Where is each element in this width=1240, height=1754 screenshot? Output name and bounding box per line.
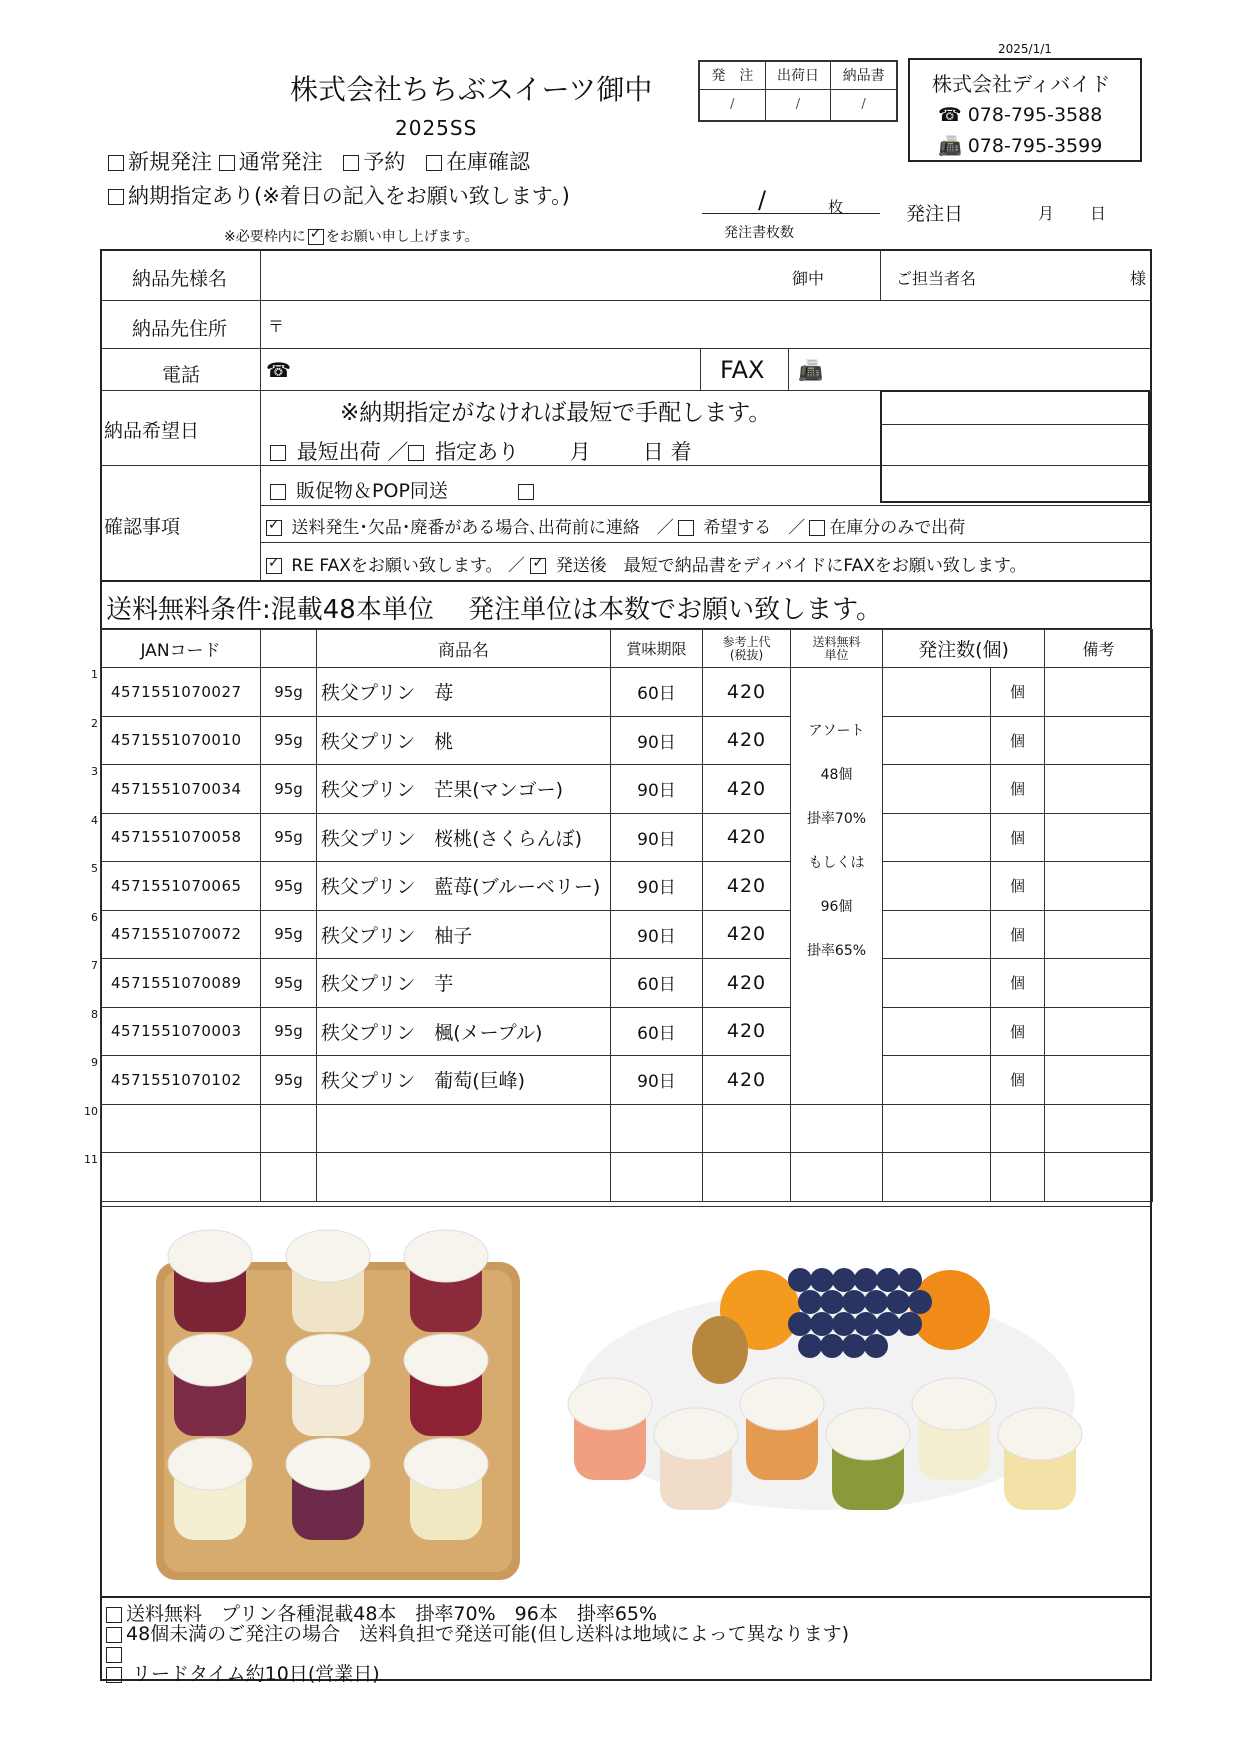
- expiry-cell: [611, 1153, 703, 1202]
- stamp-cell[interactable]: /: [699, 89, 765, 121]
- postal-icon: 〒: [268, 317, 285, 336]
- free-unit-line: アソート: [808, 723, 865, 739]
- product-name-cell: 秩父プリン 葡萄(巨峰): [317, 1056, 611, 1105]
- size-cell: 95g: [261, 765, 317, 814]
- delivery-options: 最短出荷 ／ 指定あり 月 日 着: [270, 436, 691, 466]
- jan-cell: 4571551070065: [101, 862, 261, 911]
- price-cell: [703, 1104, 791, 1153]
- jar-lid: [912, 1378, 996, 1430]
- fax-label: FAX: [720, 356, 765, 384]
- jar-lid: [168, 1334, 252, 1386]
- expiry-cell: 90日: [611, 716, 703, 765]
- jan-cell: [101, 1104, 261, 1153]
- fax-icon: 📠: [798, 358, 823, 382]
- header-qty: 発注数(個): [883, 630, 1045, 668]
- table-row: [101, 1056, 1153, 1105]
- fax-icon: 📠: [938, 135, 962, 157]
- order-date-label: 発注日: [906, 203, 964, 225]
- grape: [854, 1268, 878, 1292]
- jan-cell: 4571551070003: [101, 1007, 261, 1056]
- header-jan: JANコード: [101, 630, 261, 668]
- qty-unit: [991, 1104, 1045, 1153]
- note-input[interactable]: [1045, 1153, 1153, 1202]
- size-cell: 95g: [261, 910, 317, 959]
- footer-line: リードタイム約10日(営業日): [106, 1664, 849, 1684]
- row-number: 4: [91, 813, 98, 827]
- onchu-label: 御中: [792, 269, 825, 288]
- grape: [842, 1290, 866, 1314]
- grape: [864, 1290, 888, 1314]
- price-cell: 420: [703, 716, 791, 765]
- checkbox[interactable]: [106, 1627, 122, 1643]
- grape: [788, 1312, 812, 1336]
- order-day[interactable]: 日: [1090, 204, 1107, 223]
- recipient-company: 株式会社ちちぶスイーツ御中: [290, 73, 653, 106]
- stamp-cell[interactable]: /: [861, 97, 866, 113]
- expiry-cell: 90日: [611, 765, 703, 814]
- phone-icon: ☎: [266, 358, 291, 382]
- table-row: [101, 1153, 1153, 1202]
- jar-lid: [286, 1334, 370, 1386]
- jar-lid: [286, 1438, 370, 1490]
- jar-lid: [404, 1438, 488, 1490]
- header-name: 商品名: [317, 630, 611, 668]
- free-unit-cell: [791, 1104, 883, 1153]
- row-number: 8: [91, 1007, 98, 1021]
- free-shipping-banner: 送料無料条件:混載48本単位 発注単位は本数でお願い致します。: [106, 595, 883, 625]
- grape: [908, 1290, 932, 1314]
- table-row: [101, 959, 1153, 1008]
- qty-input[interactable]: [883, 1007, 991, 1056]
- confirm-line-1: ✓ 送料発生･欠品･廃番がある場合､出荷前に連絡 ／ 希望する ／ 在庫分のみで出荷: [266, 513, 965, 538]
- grape: [876, 1312, 900, 1336]
- stamp-header-ship: 出荷日: [765, 61, 831, 89]
- row-number: 7: [91, 959, 98, 972]
- row-number: 1: [91, 668, 98, 681]
- expiry-cell: 90日: [611, 1056, 703, 1105]
- free-unit-line: 掛率70%: [806, 811, 867, 827]
- size-cell: 95g: [261, 959, 317, 1008]
- free-unit-cell: [791, 668, 883, 1105]
- stamp-header-slip: 納品書: [831, 61, 897, 89]
- table-row: [101, 1104, 1153, 1153]
- checkbox-specified[interactable]: [408, 445, 424, 461]
- jar-lid: [654, 1408, 738, 1460]
- checkbox[interactable]: [108, 189, 124, 205]
- checkbox[interactable]: [106, 1607, 122, 1623]
- expiry-cell: 90日: [611, 813, 703, 862]
- phone-icon: ☎: [938, 104, 962, 126]
- free-unit-line: もしくは: [808, 855, 865, 871]
- qty-input[interactable]: [883, 1153, 991, 1202]
- free-unit-line: 96個: [820, 899, 853, 915]
- jan-cell: 4571551070058: [101, 813, 261, 862]
- checkbox-refax[interactable]: [266, 558, 282, 574]
- row-number: 6: [91, 910, 98, 924]
- address-label: 納品先住所: [132, 318, 228, 340]
- qty-unit: 個: [991, 862, 1045, 911]
- product-name-cell: 秩父プリン 藍苺(ブルーベリー): [317, 862, 611, 911]
- checkbox-hope[interactable]: [678, 520, 694, 536]
- confirm-line-2: ✓ RE FAXをお願い致します。 ／ ✓ 発送後 最短で納品書をディバイドにFAXをお願い致します。: [266, 551, 1027, 576]
- footer-line: 48個未満のご発注の場合 送料負担で発送可能(但し送料は地域によって異なります): [106, 1624, 849, 1644]
- sender-tel: ☎ 078-795-3588: [938, 104, 1103, 126]
- sheets-caption: 発注書枚数: [724, 225, 794, 241]
- check-instruction: ※必要枠内に✓ をお願い申し上げます。: [224, 226, 479, 246]
- checkbox-extra[interactable]: [518, 484, 534, 500]
- jar-lid: [286, 1230, 370, 1282]
- note-input[interactable]: [1045, 1007, 1153, 1056]
- qty-input[interactable]: [883, 716, 991, 765]
- product-table: [100, 629, 1153, 1202]
- qty-input[interactable]: [883, 1056, 991, 1105]
- note-input[interactable]: [1045, 716, 1153, 765]
- product-name-cell: 秩父プリン 柚子: [317, 910, 611, 959]
- qty-input[interactable]: [883, 813, 991, 862]
- order-type-reserve: 予約: [363, 150, 406, 174]
- size-cell: 95g: [261, 668, 317, 717]
- grape: [898, 1268, 922, 1292]
- price-cell: 420: [703, 668, 791, 717]
- note-input[interactable]: [1045, 813, 1153, 862]
- header-size: [261, 630, 317, 668]
- product-name-cell: 秩父プリン 芋: [317, 959, 611, 1008]
- free-unit-line: 掛率65%: [806, 943, 867, 959]
- jar-lid: [740, 1378, 824, 1430]
- product-name-cell: 秩父プリン 苺: [317, 668, 611, 717]
- footer-notes: [106, 1604, 849, 1684]
- jan-cell: 4571551070072: [101, 910, 261, 959]
- checkbox-promo[interactable]: [270, 484, 286, 500]
- table-row: [101, 668, 1153, 717]
- table-row: [101, 813, 1153, 862]
- header-price: 参考上代 (税抜): [703, 630, 791, 668]
- checkbox-shortest[interactable]: [270, 445, 286, 461]
- jan-cell: 4571551070010: [101, 716, 261, 765]
- dest-name-label: 納品先様名: [132, 268, 228, 290]
- order-type-options: [108, 146, 530, 176]
- checkbox[interactable]: [343, 155, 359, 171]
- phone-label: 電話: [162, 364, 201, 386]
- table-row: [101, 716, 1153, 765]
- sender-box: [908, 58, 1142, 162]
- jar-lid: [826, 1408, 910, 1460]
- jar-lid: [998, 1408, 1082, 1460]
- pudding-fruit-photo: [560, 1250, 1090, 1550]
- size-cell: 95g: [261, 1056, 317, 1105]
- note-input[interactable]: [1045, 765, 1153, 814]
- size-cell: 95g: [261, 1007, 317, 1056]
- product-name-cell: 秩父プリン 桃: [317, 716, 611, 765]
- expiry-cell: 60日: [611, 1007, 703, 1056]
- row-number: 2: [91, 716, 98, 730]
- qty-unit: 個: [991, 1056, 1045, 1105]
- document-date: 2025/1/1: [998, 42, 1052, 56]
- grape: [864, 1334, 888, 1358]
- season-label: 2025SS: [395, 116, 478, 140]
- qty-input[interactable]: [883, 765, 991, 814]
- grape: [810, 1312, 834, 1336]
- delivery-note: ※納期指定がなければ最短で手配します。: [340, 400, 772, 426]
- checkbox-stock-only[interactable]: [809, 520, 825, 536]
- order-type-new: 新規発注: [128, 150, 212, 174]
- header-note: 備考: [1045, 630, 1153, 668]
- price-cell: 420: [703, 862, 791, 911]
- expiry-cell: 60日: [611, 959, 703, 1008]
- qty-unit: 個: [991, 959, 1045, 1008]
- qty-input[interactable]: [883, 959, 991, 1008]
- size-cell: [261, 1153, 317, 1202]
- order-type-stock: 在庫確認: [446, 150, 531, 174]
- contact-label: ご担当者名: [896, 269, 977, 288]
- qty-unit: 個: [991, 765, 1045, 814]
- header-free-unit: 送料無料 単位: [791, 630, 883, 668]
- due-date-note: 納期指定あり(※着日の記入をお願い致します。): [128, 184, 570, 208]
- price-cell: 420: [703, 959, 791, 1008]
- qty-unit: 個: [991, 813, 1045, 862]
- price-cell: 420: [703, 1056, 791, 1105]
- due-date-option: [108, 180, 570, 210]
- product-name-cell: [317, 1153, 611, 1202]
- table-row: [101, 862, 1153, 911]
- table-row: [101, 910, 1153, 959]
- price-cell: 420: [703, 765, 791, 814]
- jar-lid: [168, 1230, 252, 1282]
- grape: [788, 1268, 812, 1292]
- footer-line: [106, 1644, 849, 1664]
- promo-option: 販促物＆POP同送: [270, 476, 538, 503]
- free-unit-cell: [791, 1153, 883, 1202]
- qty-input[interactable]: [883, 910, 991, 959]
- size-cell: [261, 1104, 317, 1153]
- note-input[interactable]: [1045, 1104, 1153, 1153]
- jan-cell: [101, 1153, 261, 1202]
- jan-cell: 4571551070034: [101, 765, 261, 814]
- price-cell: [703, 1153, 791, 1202]
- grape: [832, 1268, 856, 1292]
- checkbox[interactable]: [106, 1667, 122, 1683]
- pudding-tray-photo: [150, 1222, 526, 1584]
- sheets-unit: 枚: [828, 198, 844, 216]
- jan-cell: 4571551070102: [101, 1056, 261, 1105]
- grape: [854, 1312, 878, 1336]
- grape: [898, 1312, 922, 1336]
- grape: [842, 1334, 866, 1358]
- grape: [820, 1334, 844, 1358]
- sender-fax: 📠 078-795-3599: [938, 135, 1103, 157]
- row-number: 9: [91, 1056, 98, 1069]
- product-name-cell: 秩父プリン 楓(メープル): [317, 1007, 611, 1056]
- row-number: 3: [91, 765, 98, 778]
- grape: [798, 1334, 822, 1358]
- note-input[interactable]: [1045, 668, 1153, 717]
- order-month[interactable]: 月: [1038, 204, 1055, 223]
- jar-lid: [568, 1378, 652, 1430]
- price-cell: 420: [703, 910, 791, 959]
- table-row: [101, 765, 1153, 814]
- jan-cell: 4571551070027: [101, 668, 261, 717]
- footer-line: 送料無料 プリン各種混載48本 掛率70% 96本 掛率65%: [106, 1604, 849, 1624]
- size-cell: 95g: [261, 813, 317, 862]
- checkbox-send-slip[interactable]: [530, 558, 546, 574]
- qty-unit: 個: [991, 716, 1045, 765]
- expiry-cell: 60日: [611, 668, 703, 717]
- note-input[interactable]: [1045, 1056, 1153, 1105]
- product-name-cell: [317, 1104, 611, 1153]
- sheets-slash: /: [758, 186, 767, 214]
- checkbox[interactable]: [108, 155, 124, 171]
- checkbox[interactable]: [219, 155, 235, 171]
- jar-lid: [168, 1438, 252, 1490]
- delivery-note-box[interactable]: [880, 390, 1150, 503]
- checkbox[interactable]: [106, 1647, 122, 1663]
- sender-company: 株式会社ディバイド: [932, 72, 1111, 96]
- stamp-box: [698, 60, 898, 122]
- price-cell: 420: [703, 813, 791, 862]
- qty-unit: 個: [991, 1007, 1045, 1056]
- qty-input[interactable]: [883, 1104, 991, 1153]
- grape: [810, 1268, 834, 1292]
- grape: [832, 1312, 856, 1336]
- grape: [886, 1290, 910, 1314]
- price-cell: 420: [703, 1007, 791, 1056]
- check-sample-icon: [308, 229, 324, 245]
- sama-label: 様: [1130, 269, 1147, 288]
- row-number: 5: [91, 862, 98, 875]
- qty-unit: 個: [991, 910, 1045, 959]
- jan-cell: 4571551070089: [101, 959, 261, 1008]
- checkbox[interactable]: [426, 155, 442, 171]
- qty-unit: 個: [991, 668, 1045, 717]
- expiry-cell: 90日: [611, 910, 703, 959]
- grape: [820, 1290, 844, 1314]
- table-row: [101, 1007, 1153, 1056]
- note-input[interactable]: [1045, 862, 1153, 911]
- sheets-line: [702, 213, 880, 214]
- size-cell: 95g: [261, 862, 317, 911]
- row-number: 11: [84, 1153, 98, 1166]
- free-unit-line: 48個: [820, 767, 853, 783]
- note-input[interactable]: [1045, 910, 1153, 959]
- header-expiry: 賞味期限: [611, 630, 703, 668]
- jar-lid: [404, 1334, 488, 1386]
- qty-unit: [991, 1153, 1045, 1202]
- row-number: 10: [84, 1104, 98, 1118]
- product-name-cell: 秩父プリン 桜桃(さくらんぼ): [317, 813, 611, 862]
- grape: [876, 1268, 900, 1292]
- stamp-header-order: 発 注: [699, 61, 765, 89]
- expiry-cell: [611, 1104, 703, 1153]
- confirm-label: 確認事項: [104, 516, 181, 538]
- delivery-label: 納品希望日: [104, 420, 200, 442]
- qty-input[interactable]: [883, 862, 991, 911]
- stamp-cell[interactable]: /: [765, 89, 831, 121]
- size-cell: 95g: [261, 716, 317, 765]
- expiry-cell: 90日: [611, 862, 703, 911]
- grape: [798, 1290, 822, 1314]
- note-input[interactable]: [1045, 959, 1153, 1008]
- checkbox-contact[interactable]: [266, 520, 282, 536]
- row-numbers: [80, 668, 100, 1202]
- qty-input[interactable]: [883, 668, 991, 717]
- product-name-cell: 秩父プリン 芒果(マンゴー): [317, 765, 611, 814]
- order-type-normal: 通常発注: [238, 150, 323, 174]
- jar-lid: [404, 1230, 488, 1282]
